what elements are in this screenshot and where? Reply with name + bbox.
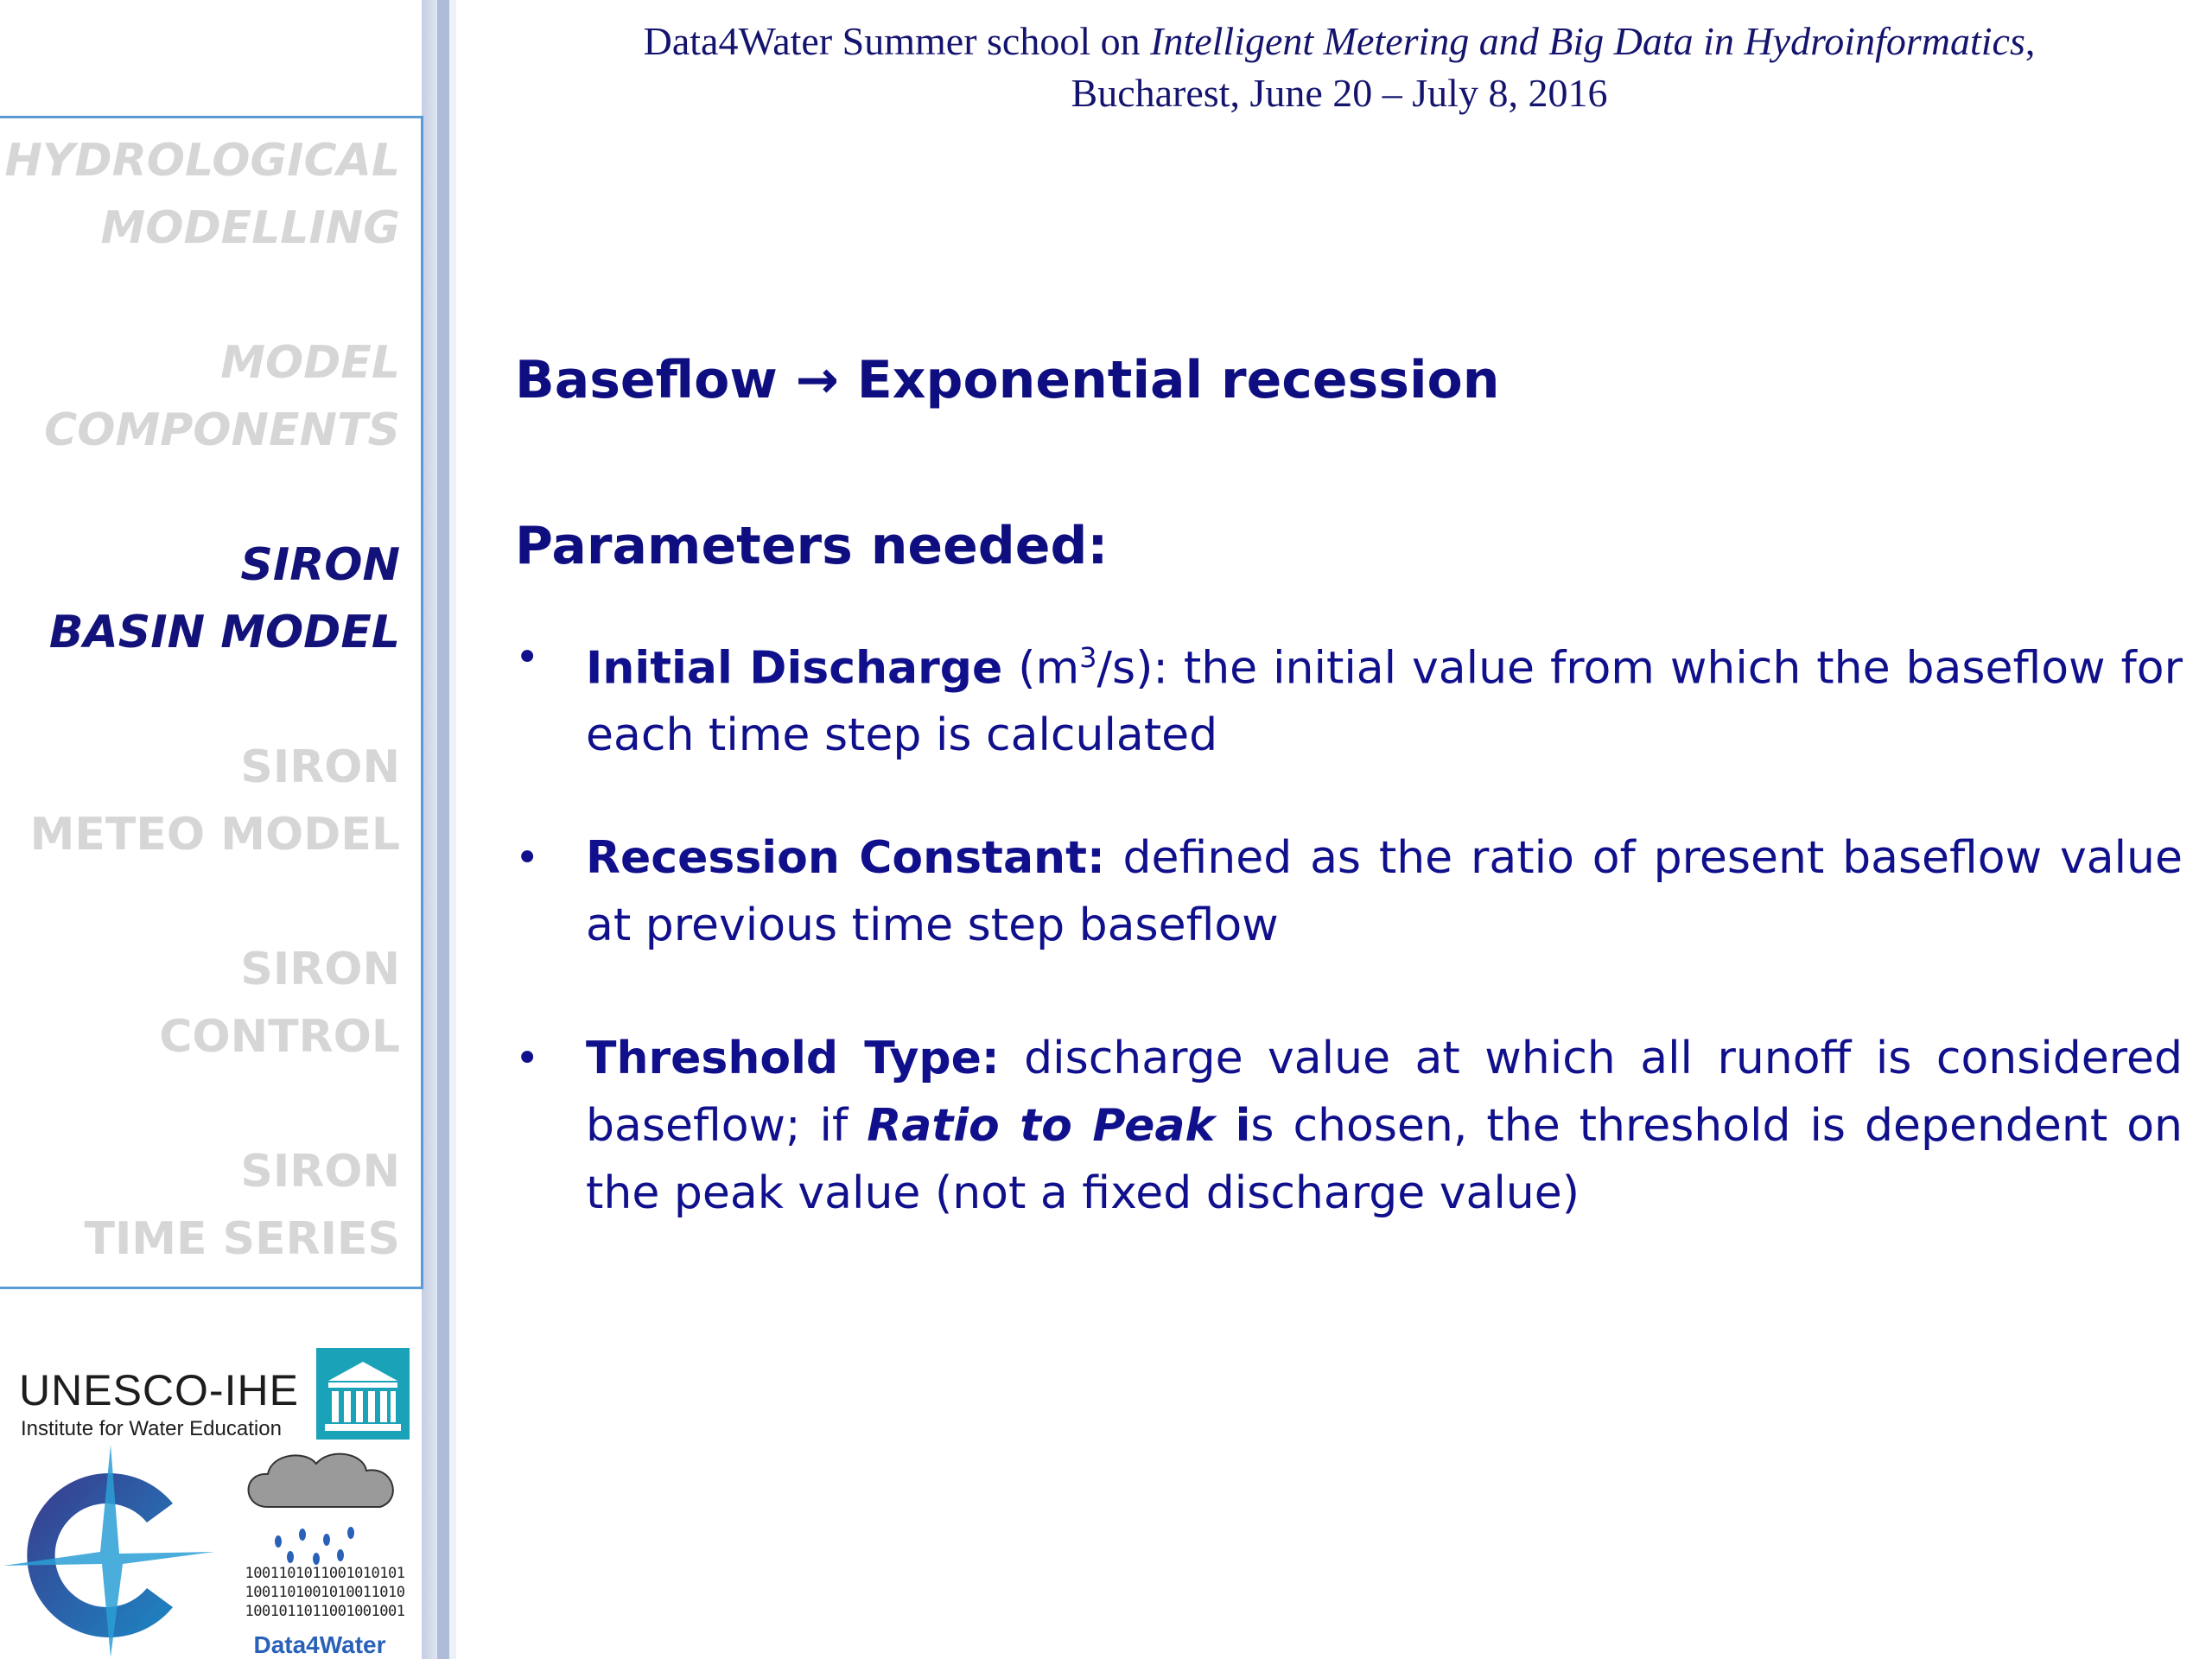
data4water-binary-text (238, 1564, 411, 1621)
nav-item-label: TIME SERIES (84, 1213, 400, 1265)
nav-item-siron-time-series[interactable] (3, 1138, 400, 1273)
binary-line: 1001101011001010101 (245, 1565, 405, 1582)
unesco-ihe-logo-name: UNESCO-IHE (19, 1366, 299, 1414)
nav-item-hydrological-modelling[interactable] (3, 127, 400, 262)
nav-item-label: SIRON (240, 539, 400, 591)
list-item-text (586, 1025, 2183, 1227)
binary-line: 1001101001010011010 (245, 1584, 405, 1601)
cloud-rain-icon (233, 1446, 415, 1659)
bullet-icon: • (515, 1034, 540, 1083)
nav-item-label: MODELLING (100, 202, 400, 254)
param-emphasis-tail: i (1215, 1100, 1251, 1152)
c-emblem-logo-icon (0, 1443, 225, 1659)
nav-item-label: SIRON (240, 944, 400, 995)
param-unit: (m (1002, 642, 1080, 695)
nav-item-siron-control[interactable] (3, 936, 400, 1071)
logo-area (0, 1331, 423, 1659)
data4water-logo-name: Data4Water (253, 1631, 386, 1658)
param-description: : the initial value from which the baseflow for each time step is calculated (586, 642, 2183, 762)
nav-item-label: MODEL (220, 337, 400, 389)
nav-item-label: SIRON (240, 741, 400, 793)
param-term: Initial Discharge (586, 642, 1003, 695)
param-term: Recession Constant: (586, 832, 1105, 884)
header-line-2: Bucharest, June 20 – July 8, 2016 (1071, 71, 1608, 115)
header-prefix: Data4Water Summer school on (643, 19, 1151, 63)
nav-item-label: SIRON (240, 1146, 400, 1198)
nav-item-label: HYDROLOGICAL (4, 135, 400, 187)
param-unit: /s) (1096, 642, 1154, 695)
divider-bar-dark (437, 0, 449, 1659)
unesco-temple-icon (316, 1348, 410, 1440)
nav-item-label: CONTROL (159, 1011, 400, 1063)
sidebar-nav (0, 116, 423, 1289)
param-term: Threshold Type: (586, 1033, 1000, 1084)
divider-bar-light (449, 0, 456, 1659)
nav-item-label: METEO MODEL (29, 809, 400, 861)
nav-item-siron-basin-model[interactable] (3, 531, 400, 666)
slide-subtitle: Parameters needed: (515, 516, 1109, 576)
param-description: s chosen, the threshold is dependent on the peak value (not a fixed discharge value) (586, 1100, 2183, 1219)
param-emphasis: Ratio to Peak (867, 1100, 1216, 1152)
binary-line: 1001011011001001001 (245, 1603, 405, 1620)
list-item-text (586, 824, 2183, 959)
param-description: discharge value at which all runoff is considered baseflow; if (586, 1033, 2183, 1152)
header-italic-title: Intelligent Metering and Big Data in Hydroinformatics (1150, 19, 2025, 63)
slide-header (484, 16, 2195, 119)
nav-item-siron-meteo-model[interactable] (3, 734, 400, 868)
unesco-ihe-logo-subtitle: Institute for Water Education (21, 1417, 282, 1440)
list-item-text (586, 624, 2183, 769)
nav-item-label: BASIN MODEL (48, 607, 400, 658)
bullet-icon: • (515, 633, 540, 682)
param-description: defined as the ratio of present baseflow value at previous time step baseflow (586, 832, 2183, 951)
header-line-1 (484, 16, 2195, 67)
bullet-icon: • (515, 834, 540, 882)
nav-item-model-components[interactable] (3, 329, 400, 464)
slide-title: Baseflow → Exponential recession (515, 350, 1500, 410)
divider-bar (422, 0, 437, 1659)
header-suffix: , (2024, 19, 2036, 63)
param-unit-sup: 3 (1079, 641, 1097, 674)
nav-item-label: COMPONENTS (44, 404, 400, 456)
